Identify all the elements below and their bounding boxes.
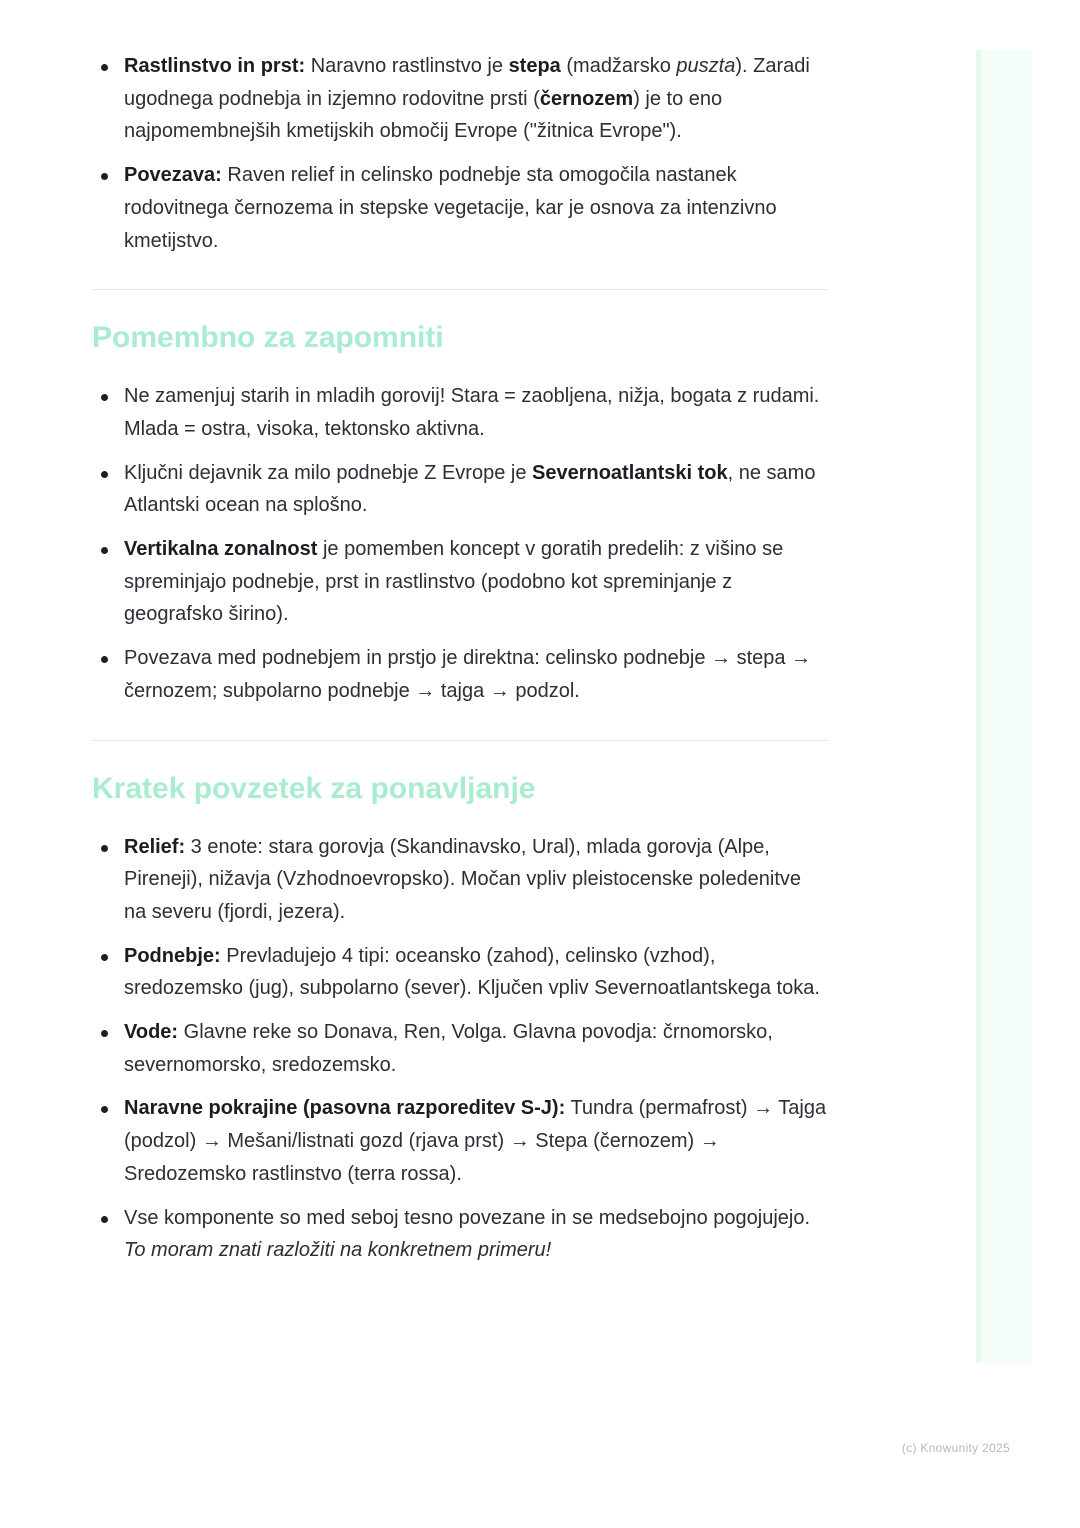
document-body: [92, 50, 828, 1278]
list-item-relief: Relief: 3 enote: stara gorovja (Skandinavsko, Ural), mlada gorovja (Alpe, Pireneji), nižavja (Vzhodnoevropsko). Močan vpliv pleistocenske poledenitve na severu (fjordi, jezera).: [92, 831, 828, 929]
section-divider: [92, 289, 828, 290]
list-item-komponente: Vse komponente so med seboj tesno povezane in se medsebojno pogojujejo. To moram znati razložiti na konkretnem primeru!: [92, 1202, 828, 1267]
section-heading-remember: Pomembno za zapomniti: [92, 321, 444, 355]
remember-list: [92, 380, 828, 707]
list-item-rastlinstvo: Rastlinstvo in prst: Naravno rastlinstvo je stepa (madžarsko puszta). Zaradi ugodnega podnebja in izjemno rodovitne prsti (černozem) je to eno najpomembnejših kmetijskih območij Evrope ("žitnica Evrope").: [92, 50, 828, 148]
list-item-naravne-pokrajine: Naravne pokrajine (pasovna razporeditev S-J): Tundra (permafrost) → Tajga (podzol) → Mešani/listnati gozd (rjava prst) → Stepa (černozem) → Sredozemsko rastlinstvo (terra rossa).: [92, 1092, 828, 1190]
list-item: Ključni dejavnik za milo podnebje Z Evrope je Severnoatlantski tok, ne samo Atlantski ocean na splošno.: [92, 457, 828, 522]
list-item-povezava: Povezava: Raven relief in celinsko podnebje sta omogočila nastanek rodovitnega černozema in stepske vegetacije, kar je osnova za intenzivno kmetijstvo.: [92, 159, 828, 257]
section-heading-summary: Kratek povzetek za ponavljanje: [92, 771, 536, 805]
summary-list: [92, 831, 828, 1267]
list-item: Povezava med podnebjem in prstjo je direktna: celinsko podnebje → stepa → černozem; subpolarno podnebje → tajga → podzol.: [92, 642, 828, 707]
list-item: Vertikalna zonalnost je pomemben koncept v goratih predelih: z višino se spreminjajo podnebje, prst in rastlinstvo (podobno kot spreminjanje z geografsko širino).: [92, 533, 828, 631]
copyright-footer: (c) Knowunity 2025: [901, 1441, 1010, 1455]
list-item-podnebje: Podnebje: Prevladujejo 4 tipi: oceansko (zahod), celinsko (vzhod), sredozemsko (jug), subpolarno (sever). Ključen vpliv Severnoatlantskega toka.: [92, 940, 828, 1005]
top-list: [92, 50, 828, 257]
list-item: Ne zamenjuj starih in mladih gorovij! Stara = zaobljena, nižja, bogata z rudami. Mlada = ostra, visoka, tektonsko aktivna.: [92, 380, 828, 445]
list-item-vode: Vode: Glavne reke so Donava, Ren, Volga. Glavna povodja: črnomorsko, severnomorsko, sredozemsko.: [92, 1016, 828, 1081]
section-divider: [92, 740, 828, 741]
side-accent-bar: [976, 50, 1032, 1363]
